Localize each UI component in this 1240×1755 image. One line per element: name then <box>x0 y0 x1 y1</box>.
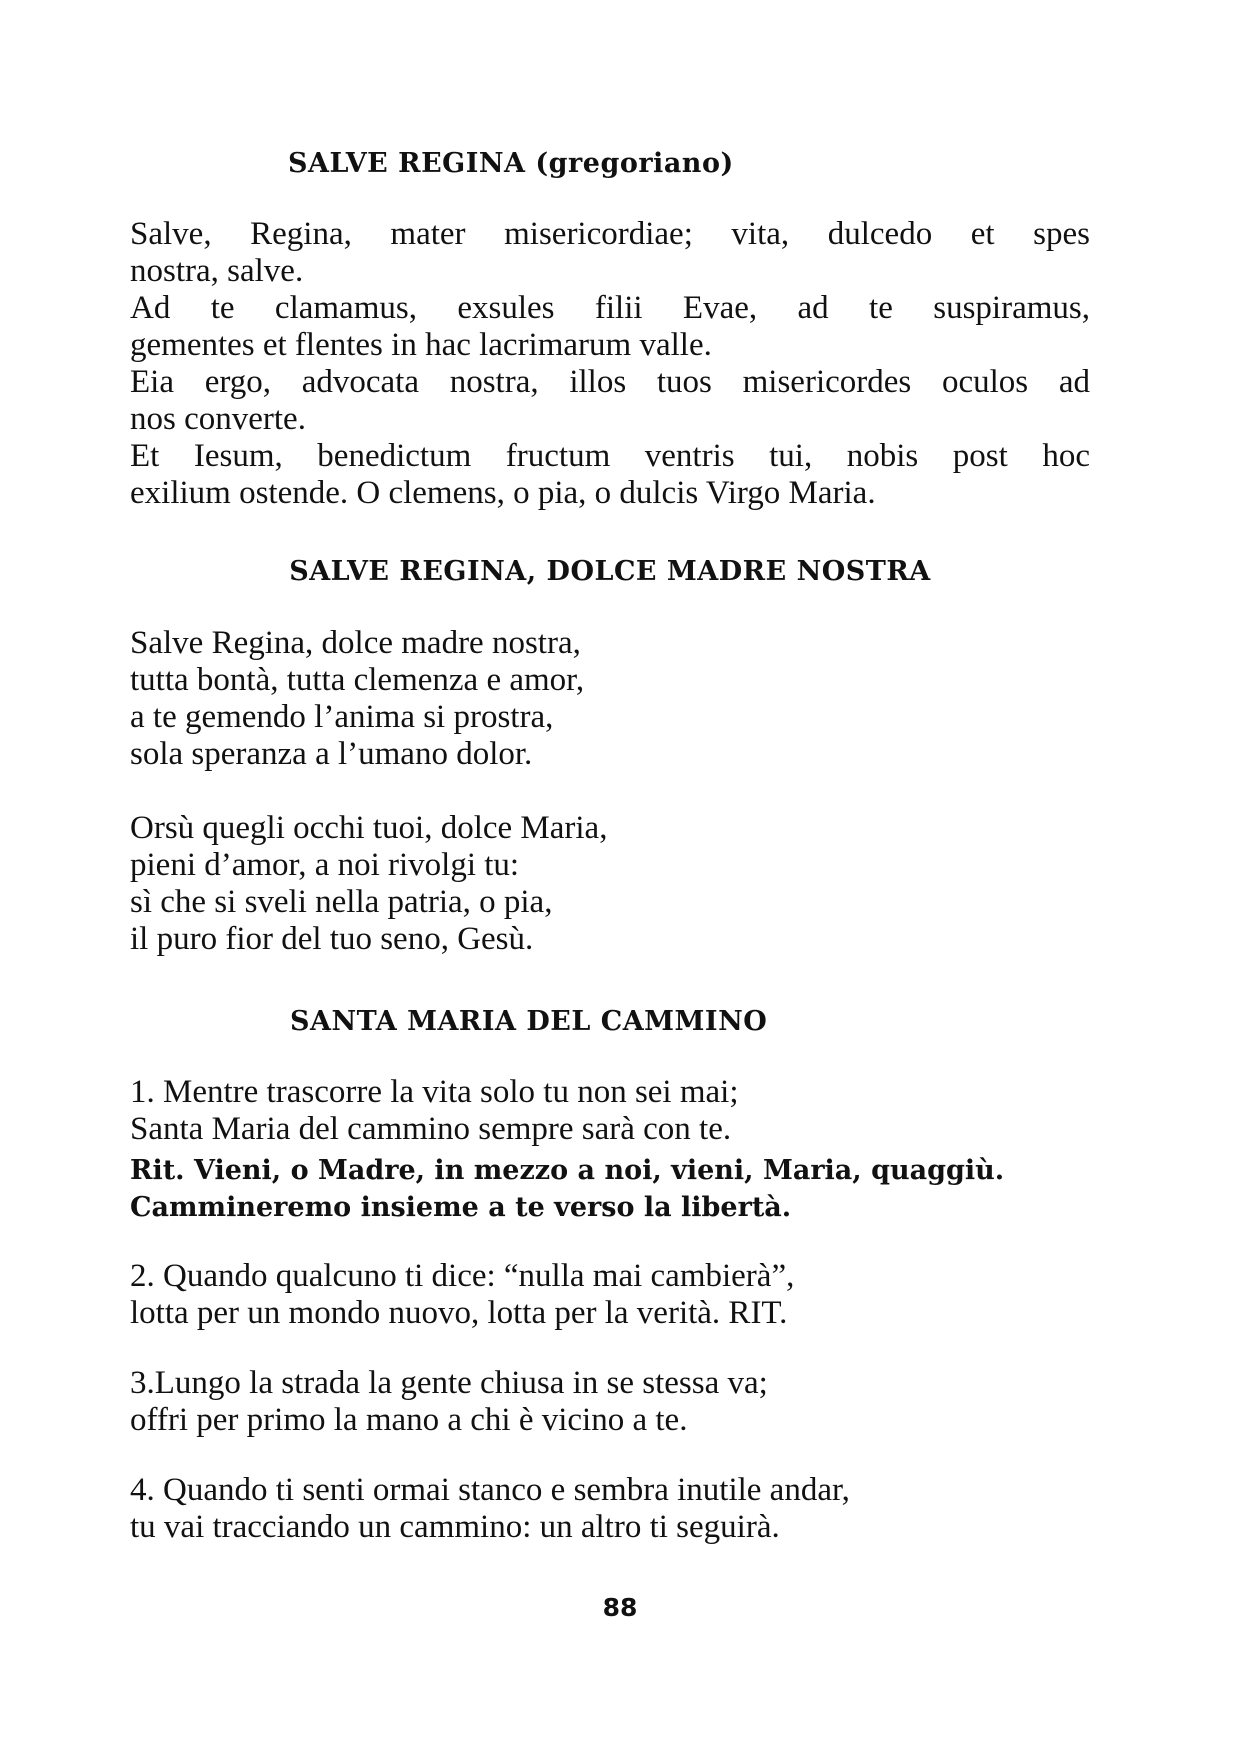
text-line: lotta per un mondo nuovo, lotta per la verità. RIT. <box>130 1295 788 1331</box>
text-line: offri per primo la mano a chi è vicino a te. <box>130 1402 688 1438</box>
text-line: Orsù quegli occhi tuoi, dolce Maria, <box>130 810 608 846</box>
text-line: Salve, Regina, mater misericordiae; vita, dulcedo et spes <box>130 216 1090 252</box>
text-line: 3.Lungo la strada la gente chiusa in se stessa va; <box>130 1365 768 1401</box>
refrain-line: Cammineremo insieme a te verso la libertà. <box>130 1192 792 1223</box>
verse <box>130 1074 1090 1148</box>
text-line: Santa Maria del cammino sempre sarà con te. <box>130 1111 732 1147</box>
section-santa-maria-del-cammino <box>130 1006 1090 1037</box>
text-line: a te gemendo l’anima si prostra, <box>130 699 554 735</box>
text-line: 4. Quando ti senti ormai stanco e sembra inutile andar, <box>130 1472 850 1508</box>
stanza <box>130 810 1090 958</box>
text-line: Ad te clamamus, exsules filii Evae, ad te suspiramus, <box>130 290 1090 326</box>
text-line: Eia ergo, advocata nostra, illos tuos misericordes oculos ad <box>130 364 1090 400</box>
refrain-line: Rit. Vieni, o Madre, in mezzo a noi, vieni, Maria, quaggiù. <box>130 1155 1005 1186</box>
text-line: pieni d’amor, a noi rivolgi tu: <box>130 847 520 883</box>
verse <box>130 1365 1090 1439</box>
text-line: exilium ostende. O clemens, o pia, o dulcis Virgo Maria. <box>130 475 876 511</box>
refrain <box>130 1152 1090 1226</box>
verse <box>130 1472 1090 1546</box>
text-line: il puro fior del tuo seno, Gesù. <box>130 921 534 957</box>
section-title: SALVE REGINA (gregoriano) <box>288 148 734 179</box>
page-number: 88 <box>602 1593 638 1622</box>
text-line: Salve Regina, dolce madre nostra, <box>130 625 581 661</box>
text-line: tutta bontà, tutta clemenza e amor, <box>130 662 585 698</box>
text-line: 1. Mentre trascorre la vita solo tu non sei mai; <box>130 1074 739 1110</box>
latin-prayer-text <box>130 216 1090 512</box>
section-salve-regina-dolce-madre <box>130 556 1090 587</box>
text-line: nostra, salve. <box>130 253 304 289</box>
text-line: Et Iesum, benedictum fructum ventris tui, nobis post hoc <box>130 438 1090 474</box>
stanza <box>130 625 1090 773</box>
text-line: tu vai tracciando un cammino: un altro ti seguirà. <box>130 1509 780 1545</box>
verse <box>130 1258 1090 1332</box>
text-line: gementes et flentes in hac lacrimarum valle. <box>130 327 712 363</box>
text-line: sì che si sveli nella patria, o pia, <box>130 884 553 920</box>
section-salve-regina-gregoriano <box>130 148 1090 179</box>
text-line: sola speranza a l’umano dolor. <box>130 736 533 772</box>
section-title: SANTA MARIA DEL CAMMINO <box>290 1006 768 1037</box>
text-line: 2. Quando qualcuno ti dice: “nulla mai cambierà”, <box>130 1258 795 1294</box>
section-title: SALVE REGINA, DOLCE MADRE NOSTRA <box>289 556 931 587</box>
text-line: nos converte. <box>130 401 306 437</box>
